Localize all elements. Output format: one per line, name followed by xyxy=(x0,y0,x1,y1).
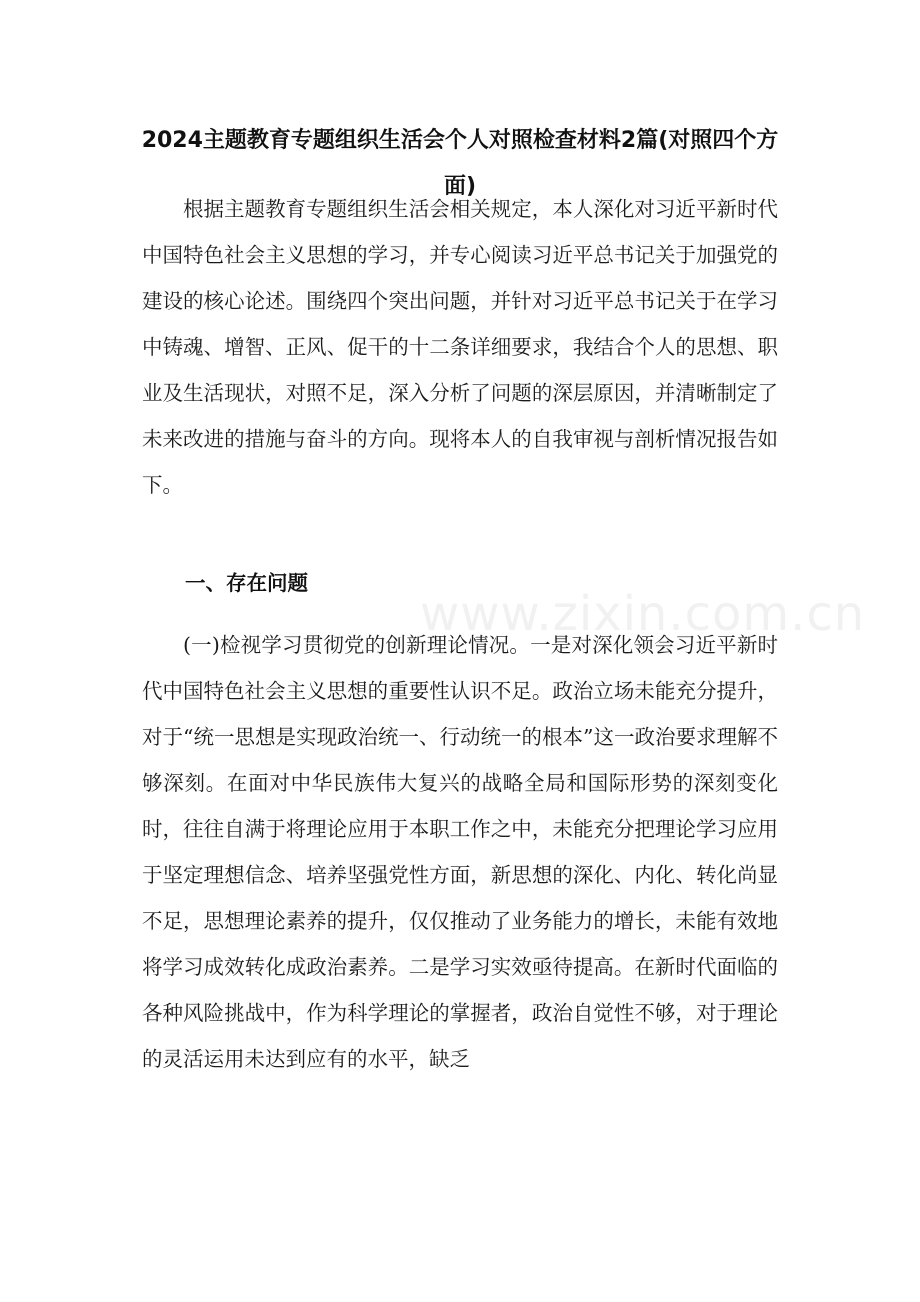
intro-paragraph: 根据主题教育专题组织生活会相关规定，本人深化对习近平新时代中国特色社会主义思想的学习，并专心阅读习近平总书记关于加强党的建设的核心论述。围绕四个突出问题，并针对习近平总书记关于在学习中铸魂、增智、正风、促干的十二条详细要求，我结合个人的思想、职业及生活现状，对照不足，深入分析了问题的深层原因，并清晰制定了未来改进的措施与奋斗的方向。现将本人的自我审视与剖析情况报告如下。 xyxy=(142,197,778,497)
section-paragraph: (一)检视学习贯彻党的创新理论情况。一是对深化领会习近平新时代中国特色社会主义思想的重要性认识不足。政治立场未能充分提升，对于“统一思想是实现政治统一、行动统一的根本”这一政治要求理解不够深刻。在面对中华民族伟大复兴的战略全局和国际形势的深刻变化时，往往自满于将理论应用于本职工作之中，未能充分把理论学习应用于坚定理想信念、培养坚强党性方面，新思想的深化、内化、转化尚显不足，思想理论素养的提升，仅仅推动了业务能力的增长，未能有效地将学习成效转化成政治素养。二是学习实效亟待提高。在新时代面临的各种风险挑战中，作为科学理论的掌握者，政治自觉性不够，对于理论的灵活运用未达到应有的水平，缺乏 xyxy=(142,633,778,1071)
section-heading: 一、存在问题 xyxy=(185,571,308,595)
watermark: www.zixin.com.cn xyxy=(420,586,866,642)
document-title: 2024主题教育专题组织生活会个人对照检查材料2篇(对照四个方面) xyxy=(141,128,779,199)
